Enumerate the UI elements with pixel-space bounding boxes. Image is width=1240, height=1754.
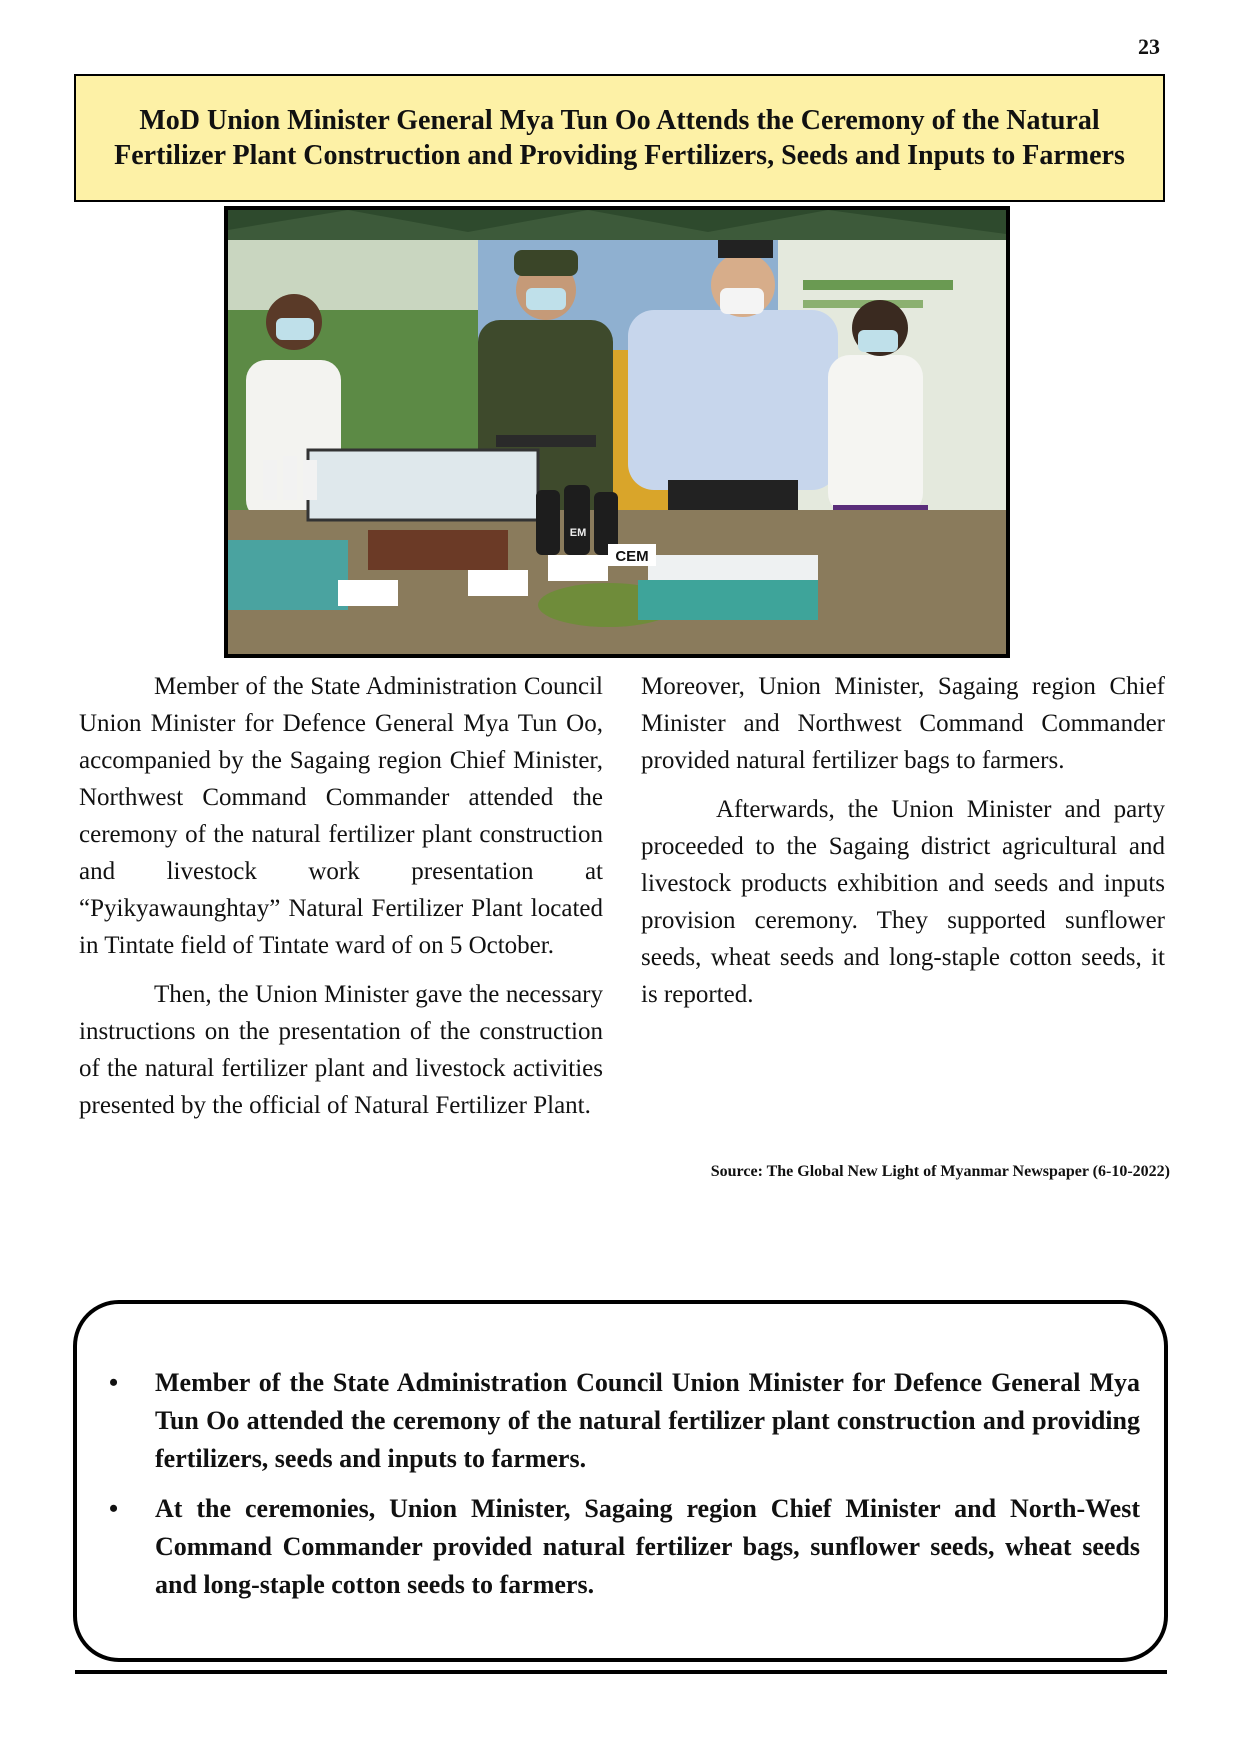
- summary-box: [73, 1300, 1168, 1662]
- summary-item: [97, 1490, 1140, 1604]
- photo-label-cem: CEM: [615, 548, 649, 565]
- page-number: 23: [1138, 34, 1160, 59]
- bullet-icon: •: [109, 1494, 119, 1523]
- summary-text: At the ceremonies, Union Minister, Sagaing region Chief Minister and North-West Command Commander provided natural fertilizer bags, sunflower seeds, wheat seeds and long-staple cotton seeds to farmers.: [155, 1494, 1140, 1599]
- article-column-left: [79, 668, 603, 1136]
- bullet-icon: •: [109, 1368, 119, 1397]
- source-credit: Source: The Global New Light of Myanmar Newspaper (6-10-2022): [710, 1163, 1170, 1180]
- summary-text: Member of the State Administration Council Union Minister for Defence General Mya Tun Oo attended the ceremony of the natural fertilizer plant construction and providing fertilizers, seeds and inputs to farmers.: [155, 1368, 1140, 1473]
- event-photo-illustration: [228, 210, 1006, 654]
- article-paragraph: Member of the State Administration Council Union Minister for Defence General Mya Tun Oo, accompanied by the Sagaing region Chief Minister, Northwest Command Commander attended the ceremony of the natural fertilizer plant construction and livestock work presentation at “Pyikyawaunghtay” Natural Fertilizer Plant located in Tintate field of Tintate ward of on 5 October.: [79, 673, 603, 959]
- photo-label-em: EM: [569, 527, 587, 539]
- article-paragraph: Then, the Union Minister gave the necessary instructions on the presentation of the construction of the natural fertilizer plant and livestock activities presented by the official of Natural Fertilizer Plant.: [79, 981, 603, 1119]
- article-title: MoD Union Minister General Mya Tun Oo Attends the Ceremony of the Natural Fertilizer Plant Construction and Providing Fertilizers, Seeds and Inputs to Farmers: [114, 105, 1125, 171]
- title-box: [74, 74, 1165, 202]
- event-photo: [224, 206, 1010, 658]
- summary-item: [97, 1364, 1140, 1478]
- article-column-right: [641, 668, 1165, 1025]
- summary-list: [97, 1364, 1140, 1604]
- bottom-divider: [75, 1670, 1167, 1674]
- article-paragraph: Afterwards, the Union Minister and party proceeded to the Sagaing district agricultural and livestock products exhibition and seeds and inputs provision ceremony. They supported sunflower seeds, wheat seeds and long-staple cotton seeds, it is reported.: [641, 796, 1165, 1008]
- article-paragraph: Moreover, Union Minister, Sagaing region Chief Minister and Northwest Command Commander provided natural fertilizer bags to farmers.: [641, 673, 1165, 774]
